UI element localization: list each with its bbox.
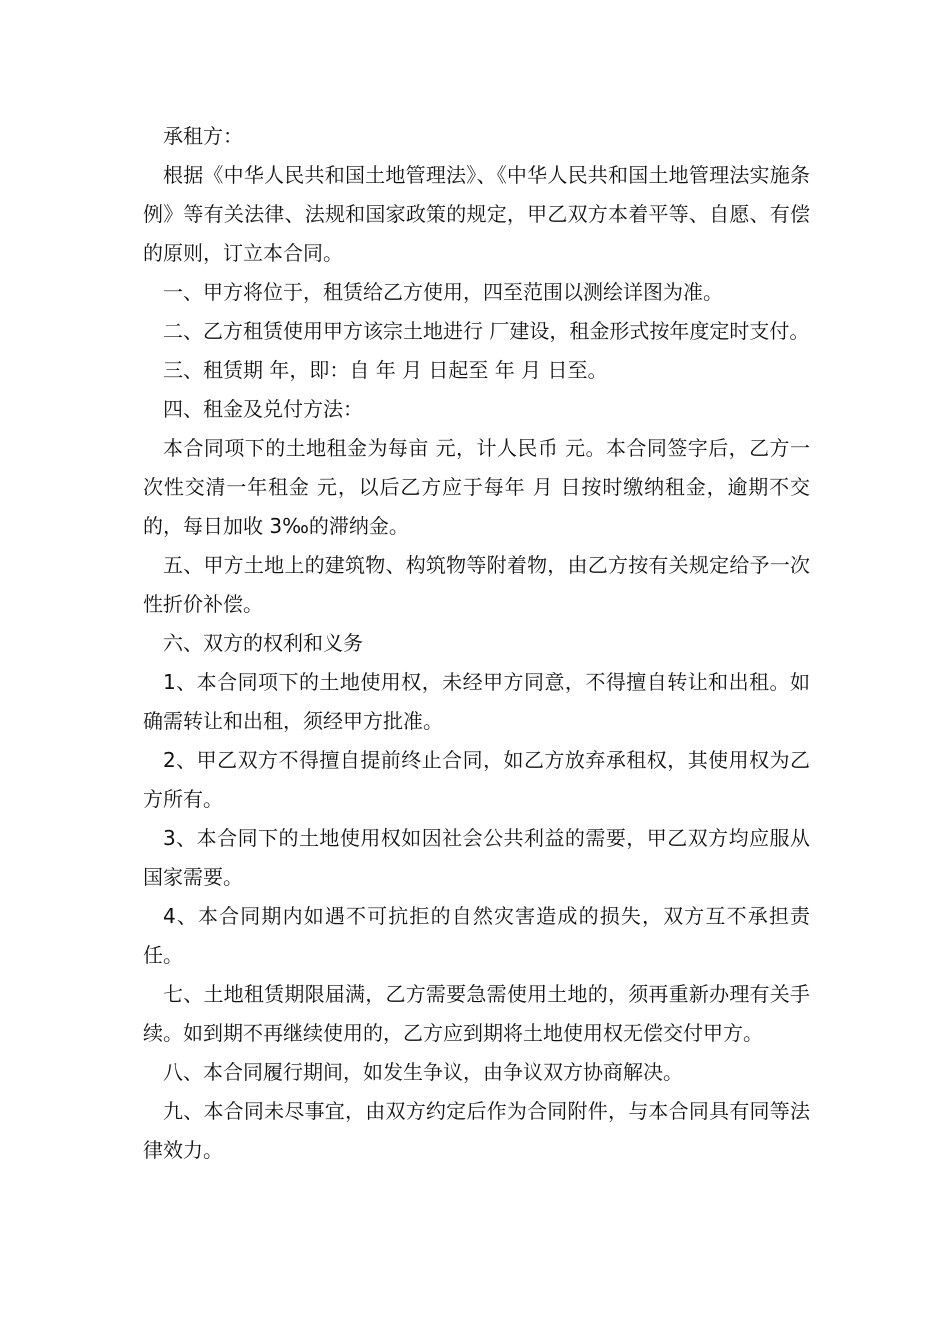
contract-body: [143, 117, 810, 1170]
paragraph-clause-4-body: 本合同项下的土地租金为每亩 元，计人民币 元。本合同签字后，乙方一次性交清一年租金 元，以后乙方应于每年 月 日按时缴纳租金，逾期不交的，每日加收 3‰的滞纳金。: [143, 436, 810, 538]
paragraph-clause-6-item-1: 1、本合同项下的土地使用权，未经甲方同意，不得擅自转让和出租。如确需转让和出租，须经甲方批准。: [143, 670, 810, 733]
paragraph-clause-9: 九、本合同未尽事宜，由双方约定后作为合同附件，与本合同具有同等法律效力。: [143, 1099, 810, 1162]
paragraph-clause-4-heading: 四、租金及兑付方法：: [163, 397, 363, 421]
paragraph-clause-1: 一、甲方将位于，租赁给乙方使用，四至范围以测绘详图为准。: [163, 280, 723, 304]
paragraph-clause-2: 二、乙方租赁使用甲方该宗土地进行 厂建设，租金形式按年度定时支付。: [163, 319, 810, 343]
paragraph-clause-8: 八、本合同履行期间，如发生争议，由争议双方协商解决。: [163, 1060, 683, 1084]
paragraph-lessee: 承租方：: [163, 124, 243, 148]
paragraph-clause-6-item-4: 4、本合同期内如遇不可抗拒的自然灾害造成的损失，双方互不承担责任。: [143, 904, 810, 967]
paragraph-preamble: 根据《中华人民共和国土地管理法》、《中华人民共和国土地管理法实施条例》等有关法律、法规和国家政策的规定，甲乙双方本着平等、自愿、有偿的原则，订立本合同。: [143, 163, 810, 265]
paragraph-clause-3: 三、租赁期 年，即：自 年 月 日起至 年 月 日至。: [163, 358, 608, 382]
paragraph-clause-7: 七、土地租赁期限届满，乙方需要急需使用土地的，须再重新办理有关手续。如到期不再继续使用的，乙方应到期将土地使用权无偿交付甲方。: [143, 982, 810, 1045]
paragraph-clause-5: 五、甲方土地上的建筑物、构筑物等附着物，由乙方按有关规定给予一次性折价补偿。: [143, 553, 810, 616]
paragraph-clause-6-heading: 六、双方的权利和义务: [163, 631, 363, 655]
paragraph-clause-6-item-3: 3、本合同下的土地使用权如因社会公共利益的需要，甲乙双方均应服从国家需要。: [143, 826, 810, 889]
paragraph-clause-6-item-2: 2、甲乙双方不得擅自提前终止合同，如乙方放弃承租权，其使用权为乙方所有。: [143, 748, 810, 811]
